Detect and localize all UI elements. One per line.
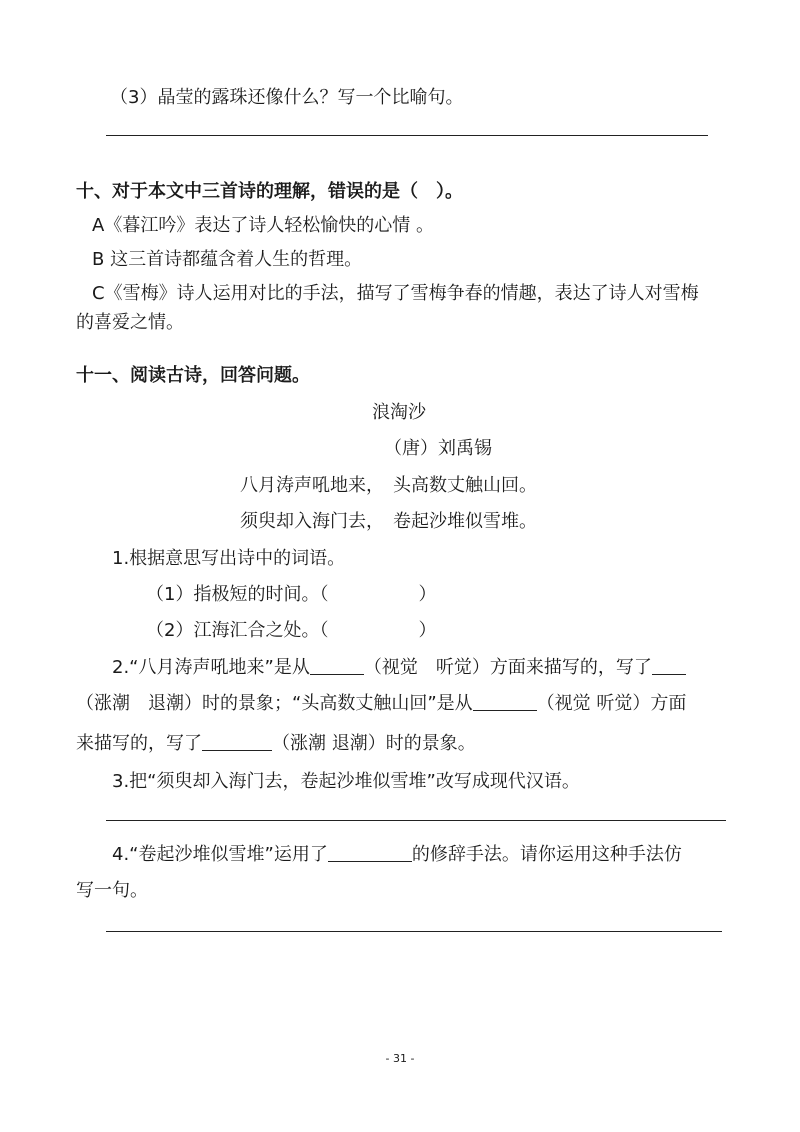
answer-line-q11-4[interactable]	[106, 931, 722, 932]
q11-3: 3.把“须臾却入海门去，卷起沙堆似雪堆”改写成现代汉语。	[112, 771, 580, 792]
poem-author: （唐）刘禹锡	[384, 438, 492, 459]
q11-2-text-f: （涨潮 退潮）时的景象。	[272, 733, 476, 754]
page-number: - 31 -	[385, 1052, 415, 1065]
poem-line-2: 须臾却入海门去， 卷起沙堆似雪堆。	[240, 511, 537, 532]
q10-option-c-line2: 的喜爱之情。	[76, 312, 184, 333]
q11-1-sub1: （1）指极短的时间。（ ）	[146, 584, 437, 605]
q9-sub3: （3）晶莹的露珠还像什么？写一个比喻句。	[110, 87, 464, 108]
q11-4-text-b: 的修辞手法。请你运用这种手法仿	[411, 844, 682, 865]
q11-2-line3	[76, 732, 476, 756]
blank-2[interactable]	[652, 656, 686, 675]
q10-option-c-line1: C《雪梅》诗人运用对比的手法，描写了雪梅争春的情趣，表达了诗人对雪梅	[92, 283, 699, 304]
q10-title: 十、对于本文中三首诗的理解，错误的是（ ）。	[76, 181, 463, 202]
answer-line-q9-3[interactable]	[106, 135, 708, 136]
q11-1: 1.根据意思写出诗中的词语。	[112, 548, 346, 569]
q10-option-b: B 这三首诗都蕴含着人生的哲理。	[92, 249, 363, 270]
blank-5[interactable]	[328, 843, 412, 862]
blank-3[interactable]	[473, 692, 537, 711]
q11-title: 十一、阅读古诗，回答问题。	[76, 365, 310, 386]
poem-title: 浪淘沙	[372, 402, 426, 423]
q10-option-a: A《暮江吟》表达了诗人轻松愉快的心情 。	[92, 215, 435, 236]
q11-1-sub2: （2）江海汇合之处。（ ）	[146, 620, 437, 641]
q11-2-text-e: 来描写的，写了	[76, 733, 202, 754]
blank-4[interactable]	[202, 732, 272, 751]
q11-4-text-a: 4.“卷起沙堆似雪堆”运用了	[112, 844, 328, 865]
q11-2-line2	[76, 692, 686, 716]
q11-2-text-b: （视觉 听觉）方面来描写的，写了	[363, 657, 652, 678]
poem-line-1: 八月涛声吼地来， 头高数丈触山回。	[240, 475, 537, 496]
q11-2-text-a: 2.“八月涛声吼地来”是从	[112, 657, 310, 678]
q11-4-line1	[112, 843, 682, 867]
q11-4-line2: 写一句。	[76, 880, 148, 901]
q11-2-text-c: （涨潮 退潮）时的景象；“头高数丈触山回”是从	[76, 693, 473, 714]
q11-2-line1	[112, 656, 686, 680]
answer-line-q11-3[interactable]	[106, 820, 726, 821]
blank-1[interactable]	[310, 656, 364, 675]
q11-2-text-d: （视觉 听觉）方面	[536, 693, 687, 714]
